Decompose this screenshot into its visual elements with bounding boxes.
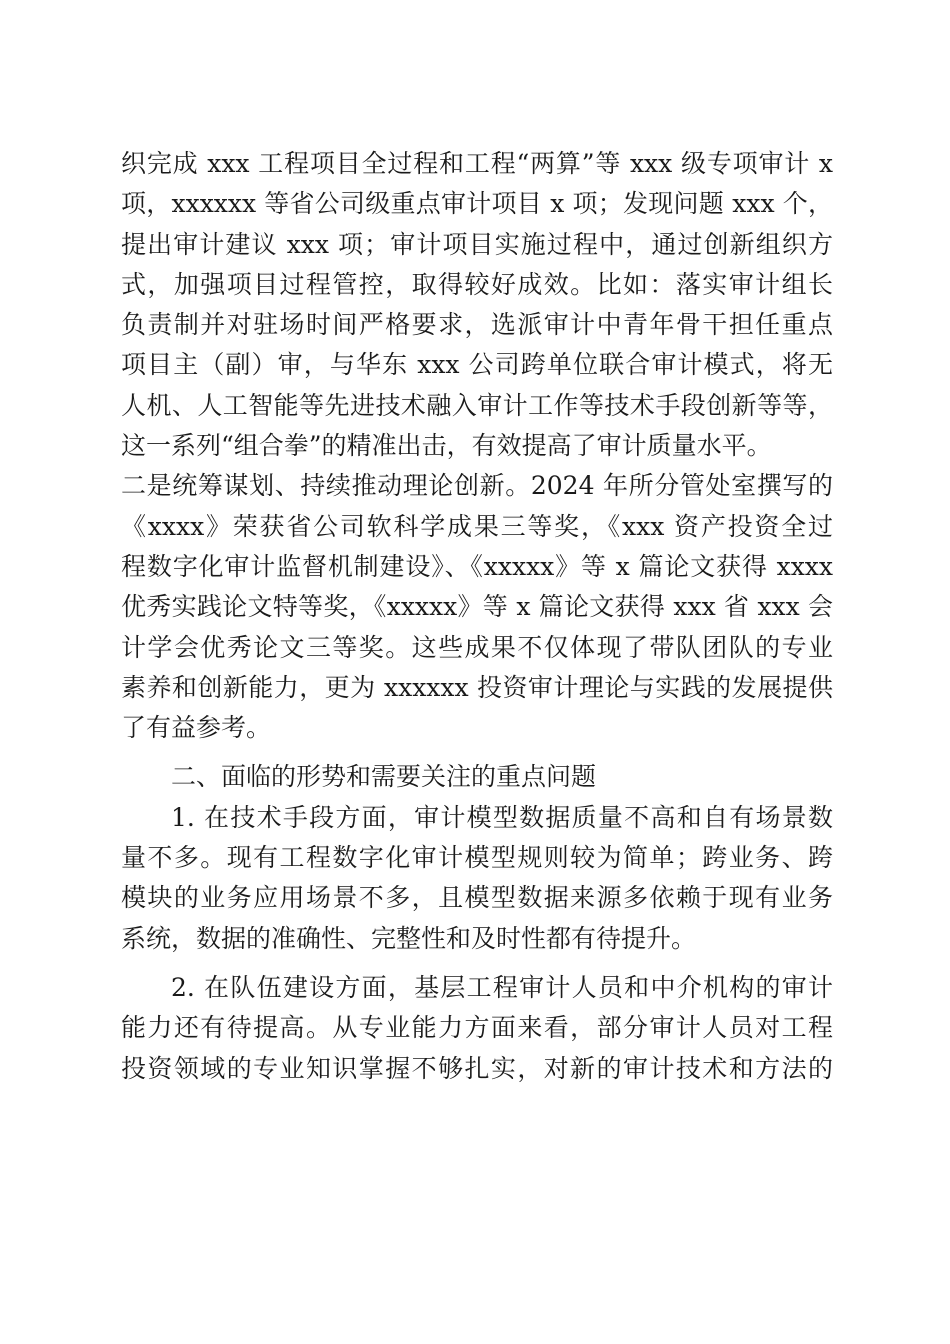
text-line: 负责制并对驻场时间严格要求，选派审计中青年骨干担任重点 [121,310,833,340]
text-line: 项，xxxxxx 等省公司级重点审计项目 x 项；发现问题 xxx 个， [121,189,833,219]
text-line: 投资领域的专业知识掌握不够扎实，对新的审计技术和方法的 [121,1053,833,1083]
paragraph-team-building [121,968,833,1089]
text-line: 提出审计建议 xxx 项；审计项目实施过程中，通过创新组织方 [121,229,833,259]
text-line: 计学会优秀论文三等奖。这些成果不仅体现了带队团队的专业 [121,632,833,662]
text-line: 模块的业务应用场景不多，且模型数据来源多依赖于现有业务 [121,883,833,913]
paragraph-spacer [121,959,833,968]
document-body [121,144,833,1089]
paragraph-spacer [121,748,833,757]
text-line: 了有益参考。 [121,713,272,743]
paragraph-achievements [121,144,833,748]
text-line: 这一系列“组合拳”的精准出击，有效提高了审计质量水平。 [121,431,772,461]
paragraph-technical-means [121,798,833,959]
text-line: 优秀实践论文特等奖，《xxxxx》等 x 篇论文获得 xxx 省 xxx 会 [121,592,833,622]
section-heading: 二、面临的形势和需要关注的重点问题 [171,762,597,792]
text-line: 1. 在技术手段方面，审计模型数据质量不高和自有场景数 [171,802,833,832]
text-line: 素养和创新能力，更为 xxxxxx 投资审计理论与实践的发展提供 [121,672,833,702]
text-line: 《xxxx》荣获省公司软科学成果三等奖，《xxx 资产投资全过 [121,511,833,541]
text-line: 人机、人工智能等先进技术融入审计工作等技术手段创新等等， [121,390,833,420]
text-line: 2. 在队伍建设方面，基层工程审计人员和中介机构的审计 [171,972,833,1002]
text-line: 量不多。现有工程数字化审计模型规则较为简单；跨业务、跨 [121,843,833,873]
text-line: 系统，数据的准确性、完整性和及时性都有待提升。 [121,923,697,953]
text-line: 式，加强项目过程管控，取得较好成效。比如：落实审计组长 [121,269,833,299]
text-line: 二是统筹谋划、持续推动理论创新。2024 年所分管处室撰写的 [121,471,833,501]
text-line: 织完成 xxx 工程项目全过程和工程“两算”等 xxx 级专项审计 x [121,149,833,178]
text-line: 能力还有待提高。从专业能力方面来看，部分审计人员对工程 [121,1013,833,1043]
text-line: 程数字化审计监督机制建设》、《xxxxx》等 x 篇论文获得 xxxx [121,551,833,581]
text-line: 项目主（副）审，与华东 xxx 公司跨单位联合审计模式，将无 [121,350,833,380]
